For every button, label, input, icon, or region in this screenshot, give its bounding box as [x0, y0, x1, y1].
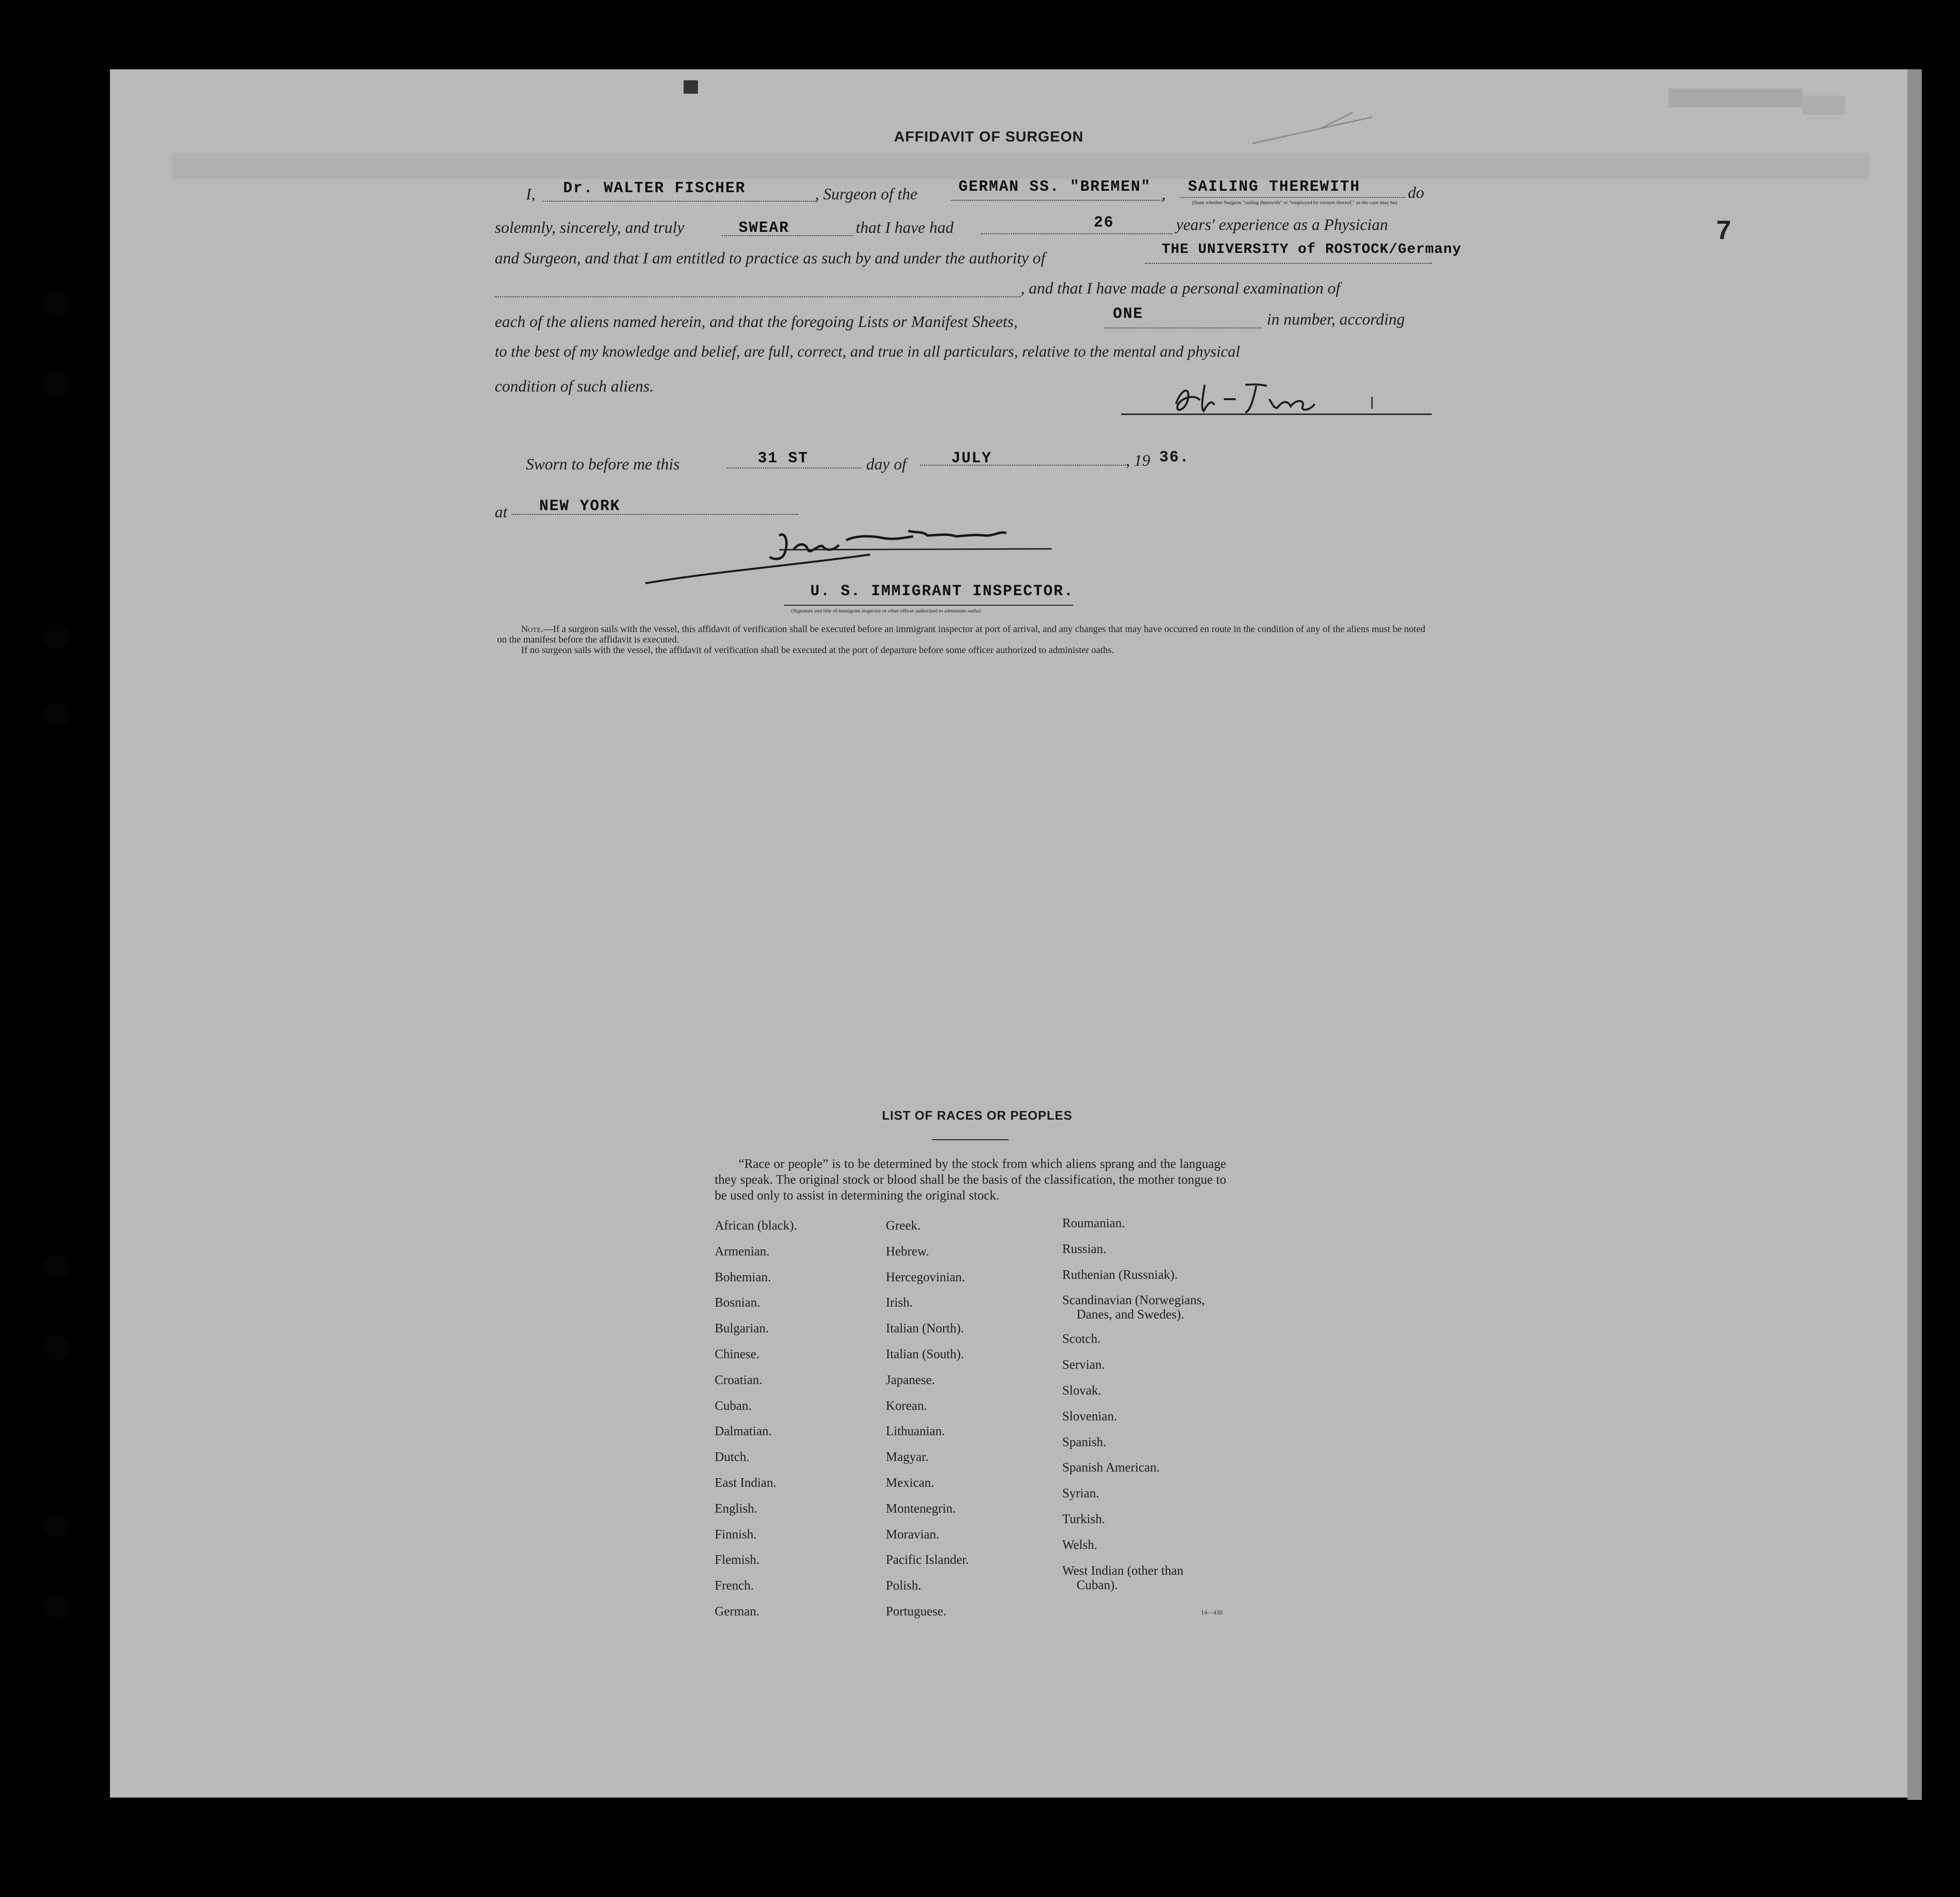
race-item: Hercegovinian. — [886, 1269, 965, 1284]
race-item: Chinese. — [715, 1346, 760, 1361]
race-item: Syrian. — [1062, 1486, 1100, 1501]
race-item: Pacific Islander. — [886, 1552, 969, 1567]
surgeon-signature-line — [1121, 414, 1432, 415]
race-item: Dalmatian. — [715, 1424, 772, 1439]
race-item: Cuban. — [715, 1398, 752, 1413]
text-solemnly: solemnly, sincerely, and truly — [495, 219, 685, 237]
races-intro: “Race or people” is to be determined by the stock from which aliens sprang and the language they speak. The original stock or blood shall be the basis of the classification, the mother tongue to be used only to assist in determining the original stock. — [715, 1156, 1226, 1202]
years-field: 26 — [1094, 214, 1114, 231]
binder-hole — [44, 1513, 69, 1538]
text-i: I, — [526, 185, 535, 203]
ship-rule — [951, 200, 1164, 201]
binder-hole — [44, 624, 69, 649]
race-item: English. — [715, 1501, 758, 1515]
race-item: Scandinavian (Norwegians, Danes, and Swedes). — [1062, 1293, 1205, 1322]
race-item: Bohemian. — [715, 1269, 771, 1284]
race-item: Magyar. — [886, 1450, 929, 1464]
race-item: Greek. — [886, 1218, 921, 1232]
text-each-of-aliens: each of the aliens named herein, and that the foregoing Lists or Manifest Sheets, — [495, 313, 1018, 331]
ship-name: GERMAN SS. "BREMEN" — [958, 178, 1151, 196]
binder-hole — [44, 1255, 69, 1280]
sworn-day: 31 ST — [758, 449, 809, 467]
affidavit-title: AFFIDAVIT OF SURGEON — [894, 128, 1084, 145]
race-item: German. — [715, 1603, 760, 1618]
race-item: Finnish. — [715, 1526, 757, 1541]
race-item: East Indian. — [715, 1475, 776, 1490]
binder-hole — [44, 1335, 69, 1360]
sworn-day-rule — [727, 468, 861, 469]
race-item: Lithuanian. — [886, 1424, 945, 1439]
place-rule — [512, 514, 798, 515]
race-item: Bosnian. — [715, 1295, 761, 1310]
text-at: at — [495, 503, 508, 521]
text-comma: , — [1162, 185, 1166, 203]
sailing-status-caption: (State whether Surgeon "sailing therewith" or "employed by owners thereof," as the case may be) — [1192, 200, 1397, 206]
note-line2: If no surgeon sails with the vessel, the affidavit of verification shall be executed at the port of departure before some officer authorized to administer oaths. — [521, 645, 1114, 655]
races-title-rule — [932, 1139, 1009, 1140]
race-item: Russian. — [1062, 1241, 1107, 1256]
sheets-field: ONE — [1113, 305, 1143, 323]
note-label: Note. — [521, 624, 544, 634]
authority-continuation-rule — [495, 296, 1021, 297]
race-item: Turkish. — [1062, 1511, 1105, 1526]
inspector-signature — [621, 516, 1090, 588]
sailing-status: SAILING THEREWITH — [1188, 178, 1361, 196]
inspector-caption: (Signature and title of immigrant inspector or other officer authorized to administer oaths) — [791, 608, 981, 614]
race-item: Slovenian. — [1062, 1408, 1117, 1423]
place-field: NEW YORK — [539, 497, 621, 515]
text-to-the-best: to the best of my knowledge and belief, are full, correct, and true in all particulars, relative to the mental and physical — [495, 343, 1240, 360]
race-item: Servian. — [1062, 1357, 1105, 1372]
form-number: 14—430 — [1201, 1609, 1223, 1616]
text-and-surgeon: and Surgeon, and that I am entitled to practice as such by and under the authority of — [495, 250, 1045, 267]
race-item: Montenegrin. — [886, 1501, 956, 1515]
races-title: LIST OF RACES OR PEOPLES — [882, 1108, 1073, 1123]
binder-hole — [44, 703, 69, 728]
race-item: Spanish. — [1062, 1434, 1107, 1449]
text-do: do — [1408, 184, 1424, 202]
text-personal-exam: , and that I have made a personal examination of — [1021, 280, 1340, 297]
binder-hole — [44, 372, 69, 397]
text-year-prefix: , 19 — [1126, 452, 1150, 469]
race-item: Dutch. — [715, 1450, 750, 1464]
page-number: 7 — [1716, 215, 1731, 245]
race-item: West Indian (other than Cuban). — [1062, 1563, 1184, 1592]
binder-hole — [44, 1593, 69, 1618]
race-item: Welsh. — [1062, 1537, 1098, 1552]
text-in-number: in number, according — [1267, 311, 1405, 328]
races-column-2 — [886, 1218, 969, 1630]
text-condition: condition of such aliens. — [495, 378, 654, 395]
oath-rule — [722, 235, 853, 236]
race-item: Japanese. — [886, 1372, 935, 1387]
surgeon-name-rule — [543, 201, 817, 202]
race-item: French. — [715, 1578, 754, 1593]
races-column-1 — [715, 1218, 797, 1630]
race-item: Slovak. — [1062, 1383, 1101, 1397]
sworn-month: JULY — [951, 449, 992, 467]
surgeon-signature — [1147, 371, 1396, 423]
inspector-title: U. S. IMMIGRANT INSPECTOR. — [810, 582, 1074, 600]
authority-rule — [1145, 263, 1432, 264]
inspector-signature-line — [784, 605, 1073, 606]
race-item: Moravian. — [886, 1526, 939, 1541]
race-item: Mexican. — [886, 1475, 935, 1490]
authority-field: THE UNIVERSITY of ROSTOCK/Germany — [1162, 241, 1462, 258]
bleed-through-marks — [0, 0, 1960, 335]
race-item: Armenian. — [715, 1243, 770, 1258]
note-line1: —If a surgeon sails with the vessel, this affidavit of verification shall be executed before an immigrant inspector at port of arrival, and any changes that may have occurred en route in the condition of any of the aliens must be noted on the manifest before the affidavit is executed. — [497, 624, 1426, 645]
race-item: Portuguese. — [886, 1603, 947, 1618]
race-item: Flemish. — [715, 1552, 760, 1567]
surgeon-name: Dr. WALTER FISCHER — [563, 179, 746, 197]
oath-field: SWEAR — [739, 219, 790, 237]
affidavit-note — [497, 624, 1434, 655]
race-item: Korean. — [886, 1398, 927, 1413]
race-item: Italian (South). — [886, 1346, 964, 1361]
race-item: Italian (North). — [886, 1321, 964, 1336]
race-item: Croatian. — [715, 1372, 762, 1387]
text-sworn: Sworn to before me this — [526, 456, 680, 473]
race-item: African (black). — [715, 1218, 797, 1232]
race-item: Bulgarian. — [715, 1321, 769, 1336]
race-item: Scotch. — [1062, 1331, 1101, 1346]
text-years-experience: years' experience as a Physician — [1176, 216, 1388, 234]
races-column-3 — [1062, 1216, 1239, 1602]
race-item: Hebrew. — [886, 1243, 929, 1258]
race-item: Ruthenian (Russniak). — [1062, 1267, 1178, 1282]
race-item: Irish. — [886, 1295, 913, 1310]
text-that-i-have-had: that I have had — [856, 219, 954, 237]
race-item: Roumanian. — [1062, 1216, 1125, 1230]
years-rule — [981, 233, 1172, 234]
text-day-of: day of — [866, 456, 907, 473]
sworn-month-rule — [920, 465, 1126, 466]
race-item: Spanish American. — [1062, 1460, 1160, 1475]
sailing-status-rule — [1181, 197, 1405, 198]
sheets-rule — [1104, 327, 1262, 328]
race-item: Polish. — [886, 1578, 922, 1593]
sworn-year: 36. — [1159, 448, 1190, 466]
text-surgeon-of-the: , Surgeon of the — [815, 185, 918, 203]
